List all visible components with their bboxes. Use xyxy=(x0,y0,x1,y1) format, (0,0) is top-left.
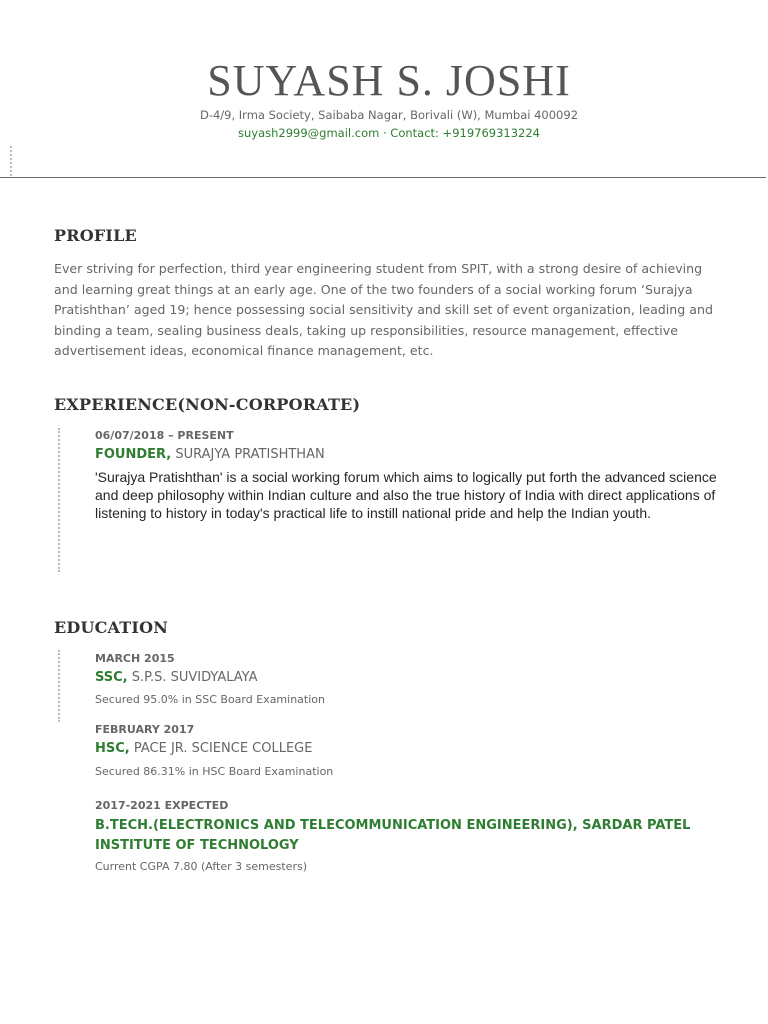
experience-heading: EXPERIENCE(NON-CORPORATE) xyxy=(54,395,361,414)
experience-role: FOUNDER, xyxy=(95,447,172,462)
education-note: Secured 86.31% in HSC Board Examination xyxy=(95,765,334,778)
experience-org: SURAJYA PRATISHTHAN xyxy=(175,447,325,462)
experience-timeline xyxy=(58,428,60,572)
education-degree: B.TECH.(ELECTRONICS AND TELECOMMUNICATION ENGINEERING), SARDAR PATEL INSTITUTE OF TECHNOLOGY xyxy=(95,818,691,853)
education-title xyxy=(95,741,312,756)
address-line: D-4/9, Irma Society, Saibaba Nagar, Borivali (W), Mumbai 400092 xyxy=(199,108,579,122)
profile-text: Ever striving for perfection, third year engineering student from SPIT, with a strong desire of achieving and learning great things at an early age. One of the two founders of a social working forum ‘Surajya Pratishthan’ aged 19; hence possessing social sensitivity and skill set of event organization, leading and binding a team, sealing business deals, taking up responsibilities, resource management, effective advertisement ideas, economical finance management, etc. xyxy=(54,261,713,359)
education-timeline xyxy=(58,650,60,722)
education-date: FEBRUARY 2017 xyxy=(95,723,195,736)
education-school: S.P.S. SUVIDYALAYA xyxy=(131,670,258,685)
experience-description: 'Surajya Pratishthan' is a social working forum which aims to logically put forth the advanced science and deep philosophy within Indian culture and also the true history of India with direct applications of listening to history in today's practical life to instill national pride and help the Indian youth. xyxy=(95,469,717,521)
education-degree: HSC, xyxy=(95,741,130,756)
education-title xyxy=(95,670,257,685)
education-date: 2017-2021 EXPECTED xyxy=(95,799,229,812)
education-note: Secured 95.0% in SSC Board Examination xyxy=(95,693,325,706)
education-heading: EDUCATION xyxy=(54,618,169,637)
contact-line: suyash2999@gmail.com · Contact: +919769313224 xyxy=(237,126,540,140)
header-divider xyxy=(0,177,766,178)
candidate-name: SUYASH S. JOSHI xyxy=(207,56,571,105)
margin-marker xyxy=(10,146,14,176)
education-note: Current CGPA 7.80 (After 3 semesters) xyxy=(95,860,307,873)
profile-heading: PROFILE xyxy=(54,226,137,245)
education-school: PACE JR. SCIENCE COLLEGE xyxy=(133,741,313,756)
experience-title xyxy=(95,447,325,462)
education-date: MARCH 2015 xyxy=(95,652,175,665)
education-degree: SSC, xyxy=(95,670,128,685)
experience-date: 06/07/2018 – PRESENT xyxy=(95,429,234,442)
